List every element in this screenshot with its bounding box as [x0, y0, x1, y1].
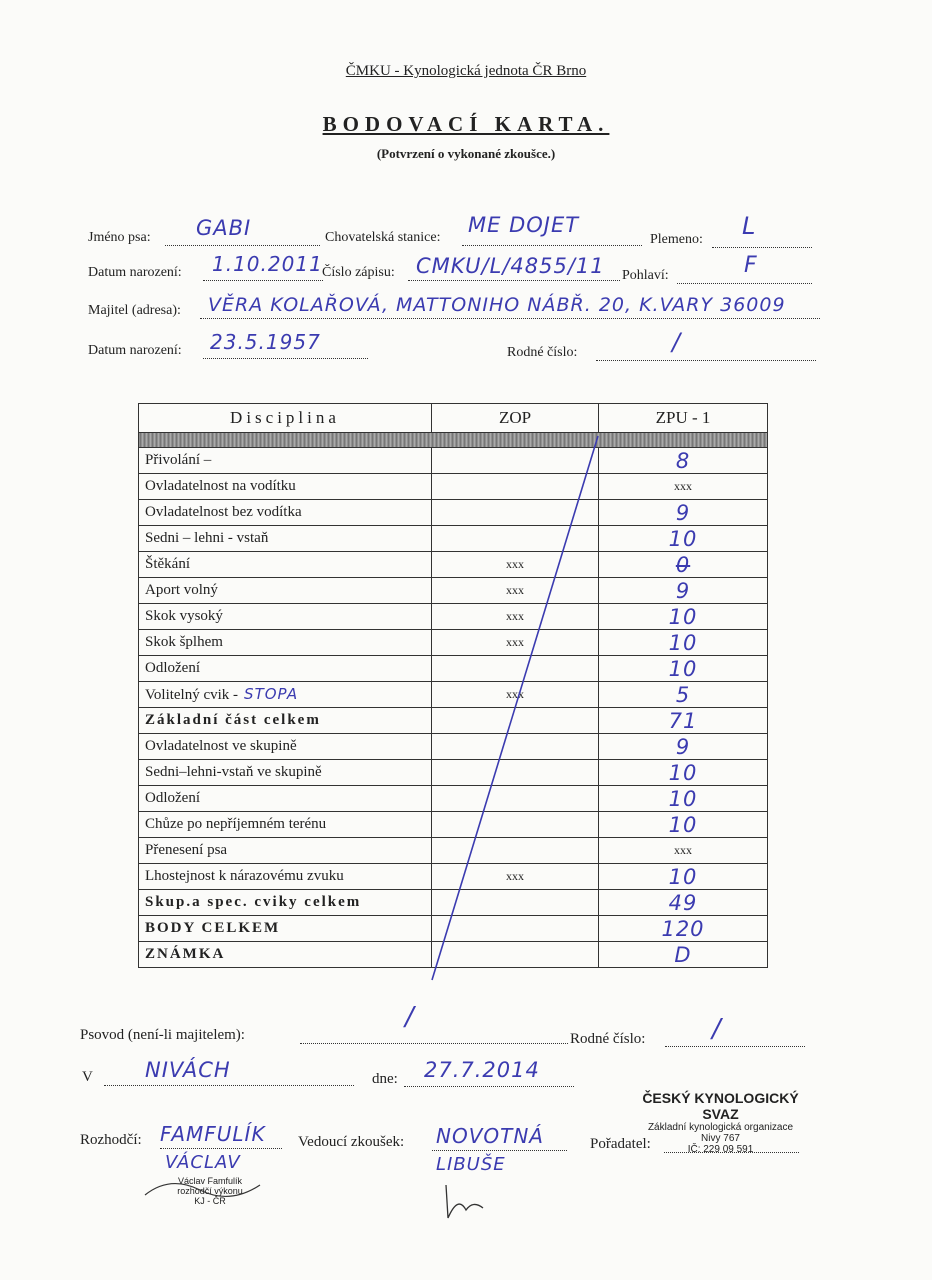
kennel-label: Chovatelská stanice: — [325, 230, 441, 245]
leader-value: NOVOTNÁ — [436, 1124, 544, 1148]
zop-cell: xxx — [432, 552, 599, 578]
judge-signature — [140, 1170, 280, 1210]
date-label: dne: — [372, 1071, 398, 1087]
dob-value: 1.10.2011 — [212, 252, 323, 276]
zpu-score: 9 — [675, 734, 691, 759]
date-value: 27.7.2014 — [424, 1058, 540, 1082]
owner-label: Majitel (adresa): — [88, 303, 181, 318]
page-subtitle: (Potvrzení o vykonané zkoušce.) — [376, 146, 556, 161]
discipline-name: Štěkání — [145, 556, 190, 572]
zpu-score: 10 — [668, 786, 698, 811]
leader-label: Vedoucí zkoušek: — [298, 1134, 405, 1150]
judge-first-name: VÁCLAV — [165, 1152, 241, 1173]
dob-label: Datum narození: — [88, 265, 182, 280]
discipline-name: Skup.a spec. cviky celkem — [145, 894, 362, 910]
zpu-score: 49 — [668, 890, 698, 915]
discipline-name: Sedni–lehni-vstaň ve skupině — [145, 764, 322, 780]
discipline-name: Aport volný — [145, 582, 218, 598]
zpu-score: 10 — [668, 760, 698, 785]
discipline-name: Základní část celkem — [145, 712, 321, 728]
optional-exercise-value: STOPA — [244, 685, 299, 703]
discipline-name: Ovladatelnost bez vodítka — [145, 504, 302, 520]
handler-label: Psovod (není-li majitelem): — [80, 1027, 245, 1043]
discipline-name: Sedni – lehni - vstaň — [145, 530, 269, 546]
leader-signature — [438, 1180, 498, 1225]
col-zop: ZOP — [432, 404, 599, 433]
zpu-score: 9 — [675, 578, 691, 603]
discipline-name: Skok šplhem — [145, 634, 223, 650]
zpu-score: 0 — [675, 552, 691, 577]
owner-dob-label: Datum narození: — [88, 343, 182, 358]
organizer-line — [664, 1152, 799, 1153]
judge-value: FAMFULÍK — [160, 1122, 266, 1146]
owner-value: VĚRA KOLAŘOVÁ, MATTONIHO NÁBŘ. 20, K.VARY 36009 — [208, 294, 786, 316]
organization-header: ČMKU - Kynologická jednota ČR Brno — [345, 63, 587, 79]
zpu-score: 10 — [668, 604, 698, 629]
judge-stamp: Václav Famfulík rozhodčí výkonu KJ - ČR — [177, 1176, 243, 1206]
discipline-name: Skok vysoký — [145, 608, 223, 624]
place-line — [104, 1085, 354, 1086]
birth-no-label: Rodné číslo: — [507, 345, 578, 360]
organizer-label: Pořadatel: — [590, 1136, 651, 1152]
discipline-name: BODY CELKEM — [145, 920, 281, 936]
zpu-score: 9 — [675, 500, 691, 525]
discipline-name: ZNÁMKA — [145, 946, 226, 962]
sex-label: Pohlaví: — [622, 268, 669, 283]
handler-value: / — [405, 1002, 415, 1032]
discipline-name: Chůze po nepříjemném terénu — [145, 816, 327, 832]
discipline-name: Ovladatelnost na vodítku — [145, 478, 296, 494]
dog-name-value: GABI — [196, 216, 252, 240]
zpu-score: 71 — [668, 708, 698, 733]
handler-birth-line — [665, 1046, 805, 1047]
handler-birth-value: / — [712, 1014, 722, 1044]
judge-line — [160, 1148, 282, 1149]
zop-cell: xxx — [432, 630, 599, 656]
handler-line — [300, 1043, 568, 1044]
col-discipline: Disciplina — [139, 404, 432, 433]
place-value: NIVÁCH — [145, 1058, 231, 1082]
zop-cell: xxx — [432, 682, 599, 708]
discipline-name: Přenesení psa — [145, 842, 228, 858]
zpu-score: D — [674, 942, 692, 967]
zop-cell: xxx — [432, 604, 599, 630]
zpu-score: 10 — [668, 526, 698, 551]
date-line — [404, 1086, 574, 1087]
page-title: BODOVACÍ KARTA. — [322, 112, 610, 136]
breed-value: L — [742, 212, 757, 240]
discipline-name: Přivolání – — [145, 452, 212, 468]
discipline-name: Odložení — [145, 790, 200, 806]
discipline-name: Volitelný cvik - — [145, 687, 239, 703]
zop-cell: xxx — [432, 578, 599, 604]
discipline-name: Ovladatelnost ve skupině — [145, 738, 297, 754]
zpu-score: 120 — [661, 916, 705, 941]
sex-value: F — [744, 253, 758, 278]
leader-line — [432, 1150, 567, 1151]
col-zpu: ZPU - 1 — [599, 404, 768, 433]
kennel-value: ME DOJET — [468, 213, 580, 237]
zpu-score: 8 — [675, 448, 691, 473]
leader-first-name: LIBUŠE — [436, 1154, 506, 1175]
zpu-score: 10 — [668, 656, 698, 681]
dog-name-label: Jméno psa: — [88, 230, 151, 245]
reg-value: CMKU/L/4855/11 — [416, 254, 605, 278]
discipline-name: Odložení — [145, 660, 200, 676]
zop-cell: xxx — [432, 864, 599, 890]
breed-label: Plemeno: — [650, 232, 703, 247]
zpu-score: xxx — [674, 479, 692, 493]
reg-label: Číslo zápisu: — [322, 265, 395, 280]
discipline-name: Lhostejnost k nárazovému zvuku — [145, 868, 344, 884]
handler-birth-label: Rodné číslo: — [570, 1031, 646, 1047]
organization-stamp: ČESKÝ KYNOLOGICKÝ SVAZ Základní kynologická organizace Nivy 767 IČ: 229 09 591 — [642, 1090, 799, 1155]
zpu-score: 5 — [675, 682, 691, 707]
zpu-score: 10 — [668, 630, 698, 655]
judge-label: Rozhodčí: — [80, 1132, 142, 1148]
owner-dob-value: 23.5.1957 — [210, 330, 321, 354]
zpu-score: 10 — [668, 812, 698, 837]
place-label: V — [82, 1069, 93, 1085]
zpu-score: 10 — [668, 864, 698, 889]
zpu-score: xxx — [674, 843, 692, 857]
birth-no-value: / — [672, 328, 682, 356]
